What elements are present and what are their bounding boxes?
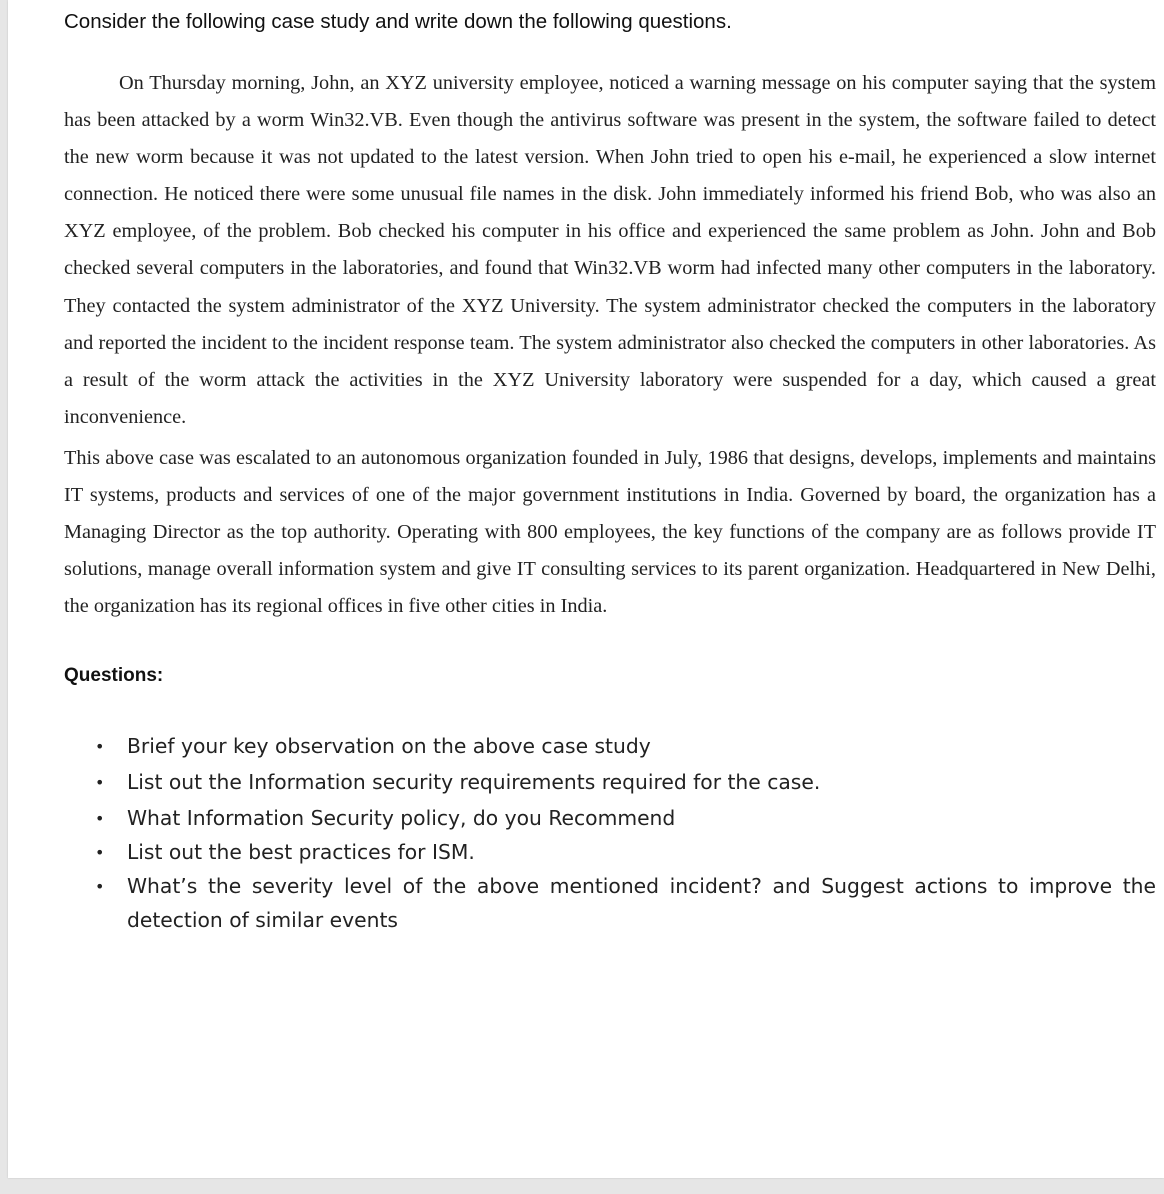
question-text: What’s the severity level of the above mentioned incident? and Suggest actions to improve the detection of similar events [127,874,1156,932]
bullet-icon: • [95,809,105,828]
bullet-icon: • [95,843,105,862]
question-item [64,869,1156,937]
bullet-icon: • [95,877,105,896]
question-text: List out the best practices for ISM. [127,840,475,864]
bullet-icon: • [95,773,105,792]
question-item [64,801,1156,835]
questions-heading: Questions: [64,665,164,686]
question-text: Brief your key observation on the above case study [127,734,651,758]
document-heading: Consider the following case study and write down the following questions. [64,10,732,33]
bullet-icon: • [95,737,105,756]
document-page [8,0,1164,1178]
question-text: What Information Security policy, do you Recommend [127,806,676,830]
questions-list [64,729,1156,937]
case-study-paragraph-1: On Thursday morning, John, an XYZ university employee, noticed a warning message on his computer saying that the system has been attacked by a worm Win32.VB. Even though the antivirus software was present in the system, the software failed to detect the new worm because it was not updated to the latest version. When John tried to open his e-mail, he experienced a slow internet connection. He noticed there were some unusual file names in the disk. John immediately informed his friend Bob, who was also an XYZ employee, of the problem. Bob checked his computer in his office and experienced the same problem as John. John and Bob checked several computers in the laboratories, and found that Win32.VB worm had infected many other computers in the laboratory. They contacted the system administrator of the XYZ University. The system administrator checked the computers in the laboratory and reported the incident to the incident response team. The system administrator also checked the computers in other laboratories. As a result of the worm attack the activities in the XYZ University laboratory were suspended for a day, which caused a great inconvenience. [64,72,1156,428]
question-item [64,765,1156,799]
question-item [64,835,1156,869]
question-item [64,729,1156,763]
case-study-paragraph-2: This above case was escalated to an autonomous organization founded in July, 1986 that designs, develops, implements and maintains IT systems, products and services of one of the major government institutions in India. Governed by board, the organization has a Managing Director as the top authority. Operating with 800 employees, the key functions of the company are as follows provide IT solutions, manage overall information system and give IT consulting services to its parent organization. Headquartered in New Delhi, the organization has its regional offices in five other cities in India. [64,447,1156,618]
question-text: List out the Information security requirements required for the case. [127,770,821,794]
